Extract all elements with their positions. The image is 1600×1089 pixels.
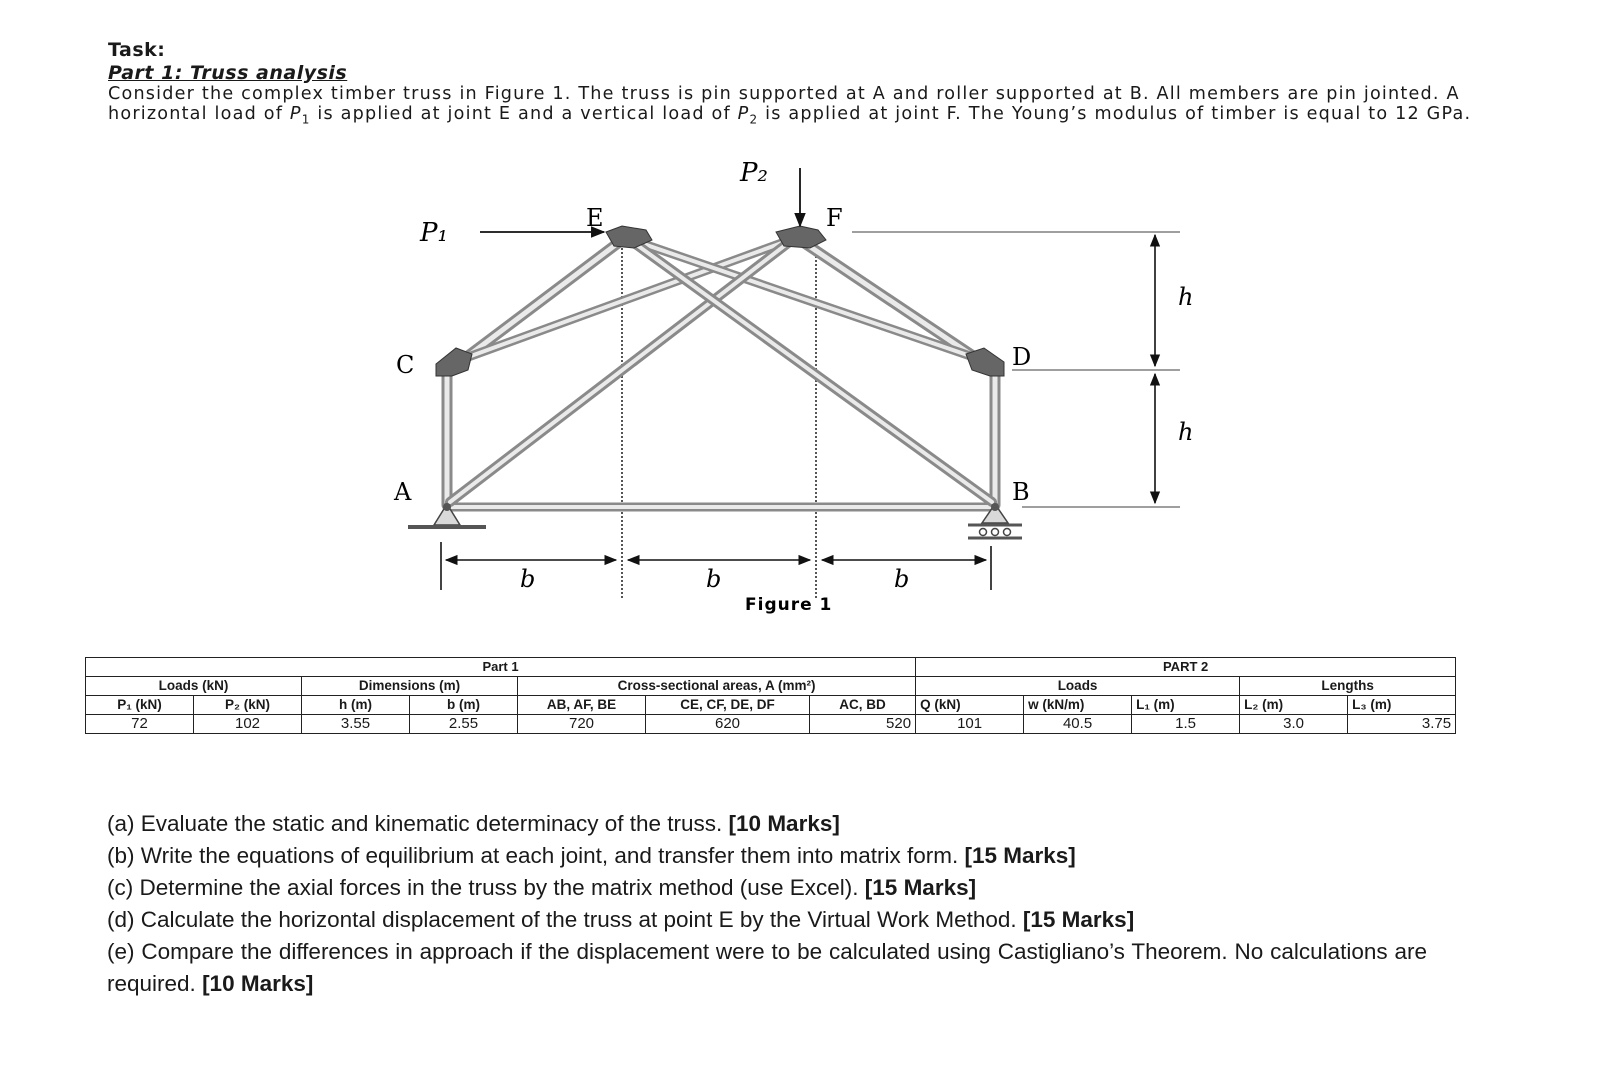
col-header: L₂ (m) <box>1240 696 1348 715</box>
p1-subscript: 1 <box>301 112 311 127</box>
data-table <box>85 657 1456 734</box>
table-cell: 3.0 <box>1240 715 1348 734</box>
member-de <box>632 240 982 360</box>
table-row <box>86 715 1456 734</box>
table-section-row <box>86 658 1456 677</box>
question-list <box>107 808 1427 1000</box>
p2-symbol: P <box>737 104 750 124</box>
question-d <box>107 904 1427 936</box>
p2-subscript: 2 <box>749 112 759 127</box>
col-header: P₁ (kN) <box>86 696 194 715</box>
areas-group-header: Cross-sectional areas, A (mm²) <box>518 677 916 696</box>
question-marks: [15 Marks] <box>964 843 1076 868</box>
question-text: (b) Write the equations of equilibrium at each joint, and transfer them into matrix form. <box>107 843 965 868</box>
node-label-f: F <box>826 204 843 232</box>
table-cell: 72 <box>86 715 194 734</box>
question-marks: [15 Marks] <box>864 875 977 900</box>
table-header-row <box>86 696 1456 715</box>
col-header: L₃ (m) <box>1348 696 1456 715</box>
question-marks: [10 Marks] <box>728 811 840 836</box>
table-cell: 3.55 <box>302 715 410 734</box>
question-b <box>107 840 1427 872</box>
node-label-d: D <box>1012 343 1032 371</box>
table-cell: 520 <box>810 715 916 734</box>
table-cell: 1.5 <box>1132 715 1240 734</box>
col-header: w (kN/m) <box>1024 696 1132 715</box>
intro-text-2: is applied at joint E and a vertical load of <box>310 104 738 124</box>
p2-label: P₂ <box>740 158 768 188</box>
table-cell: 720 <box>518 715 646 734</box>
part2-label: PART 2 <box>916 658 1456 677</box>
joint-f-plate <box>776 226 826 248</box>
lengths-group-header: Lengths <box>1240 677 1456 696</box>
node-label-b: B <box>1012 478 1030 506</box>
question-text: (c) Determine the axial forces in the truss by the matrix method (use Excel). <box>107 875 865 900</box>
table-cell: 2.55 <box>410 715 518 734</box>
dim-label-h-lower: h <box>1178 418 1194 446</box>
col-header: AC, BD <box>810 696 916 715</box>
col-header: CE, CF, DE, DF <box>646 696 810 715</box>
col-header: h (m) <box>302 696 410 715</box>
table-cell: 102 <box>194 715 302 734</box>
loads2-group-header: Loads <box>916 677 1240 696</box>
dim-label-b-1: b <box>520 565 536 593</box>
table-cell: 40.5 <box>1024 715 1132 734</box>
node-label-e: E <box>586 204 604 232</box>
part-title: Part 1: Truss analysis <box>108 62 348 84</box>
col-header: Q (kN) <box>916 696 1024 715</box>
dim-label-h-upper: h <box>1178 283 1194 311</box>
col-header: P₂ (kN) <box>194 696 302 715</box>
truss-members <box>447 240 995 507</box>
question-e <box>107 936 1427 1000</box>
member-cf <box>460 240 790 360</box>
question-text: (d) Calculate the horizontal displacement of the truss at point E by the Virtual Work Method. <box>107 907 1023 932</box>
p1-symbol: P <box>289 104 302 124</box>
node-label-a: A <box>394 478 412 506</box>
question-marks: [10 Marks] <box>202 971 314 996</box>
table-cell: 101 <box>916 715 1024 734</box>
question-text: (a) Evaluate the static and kinematic determinacy of the truss. <box>107 811 729 836</box>
figure-caption: Figure 1 <box>745 595 833 615</box>
table-cell: 620 <box>646 715 810 734</box>
question-c <box>107 872 1427 904</box>
joint-d-plate <box>966 348 1004 376</box>
intro-text-3: is applied at joint F. The Young’s modulus of timber is equal to 12 GPa. <box>758 104 1472 124</box>
table-cell: 3.75 <box>1348 715 1456 734</box>
part1-label: Part 1 <box>86 658 916 677</box>
loads-group-header: Loads (kN) <box>86 677 302 696</box>
dim-label-b-2: b <box>706 565 722 593</box>
dimensions-group-header: Dimensions (m) <box>302 677 518 696</box>
member-af <box>450 240 792 502</box>
p1-label: P₁ <box>420 218 448 248</box>
col-header: AB, AF, BE <box>518 696 646 715</box>
dim-label-b-3: b <box>894 565 910 593</box>
col-header: b (m) <box>410 696 518 715</box>
joint-c-plate <box>436 348 472 376</box>
question-marks: [15 Marks] <box>1022 907 1135 932</box>
node-label-c: C <box>396 351 415 379</box>
col-header: L₁ (m) <box>1132 696 1240 715</box>
member-ce <box>460 240 622 362</box>
question-a <box>107 808 1427 840</box>
question-text: (e) Compare the differences in approach if the displacement were to be calculated using Castigliano’s Theorem. No calculations are required. <box>107 939 1427 996</box>
table-group-row <box>86 677 1456 696</box>
member-be <box>630 240 992 502</box>
task-label: Task: <box>108 39 166 61</box>
intro-text-1: Consider the complex timber truss in Figure 1. The truss is pin supported at A and roller supported at B. All members are pin jointed. A horizontal load of <box>108 84 1460 124</box>
member-df <box>800 240 982 362</box>
